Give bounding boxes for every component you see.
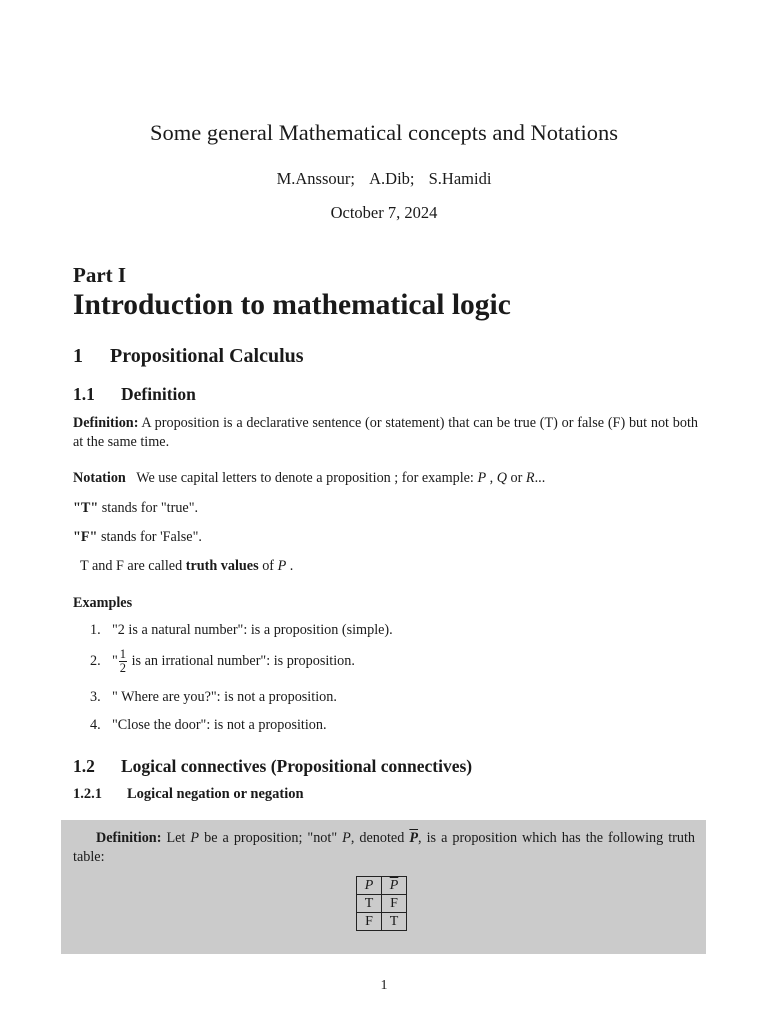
example-text: "Close the door": is not a proposition. [112,717,327,733]
table-cell: T [382,913,407,931]
subsection-heading-1-1 [73,384,196,405]
author-1: M.Anssour; [276,169,355,188]
table-row [357,913,407,931]
table-cell: T [357,895,382,913]
example-number: 2. [90,652,101,669]
document-title: Some general Mathematical concepts and Notations [150,120,618,145]
def-text: , is a proposition which has the following truth table: [73,830,696,865]
truth-end: . [286,558,294,574]
fraction-denominator: 2 [119,661,127,675]
notation-label: Notation [73,470,126,486]
t-text: stands for "true". [101,500,199,516]
example-item [90,648,355,675]
examples-heading: Examples [73,595,133,611]
f-label: "F" [73,529,98,545]
example-text: is an irrational number": is proposition. [131,652,355,669]
authors [0,169,768,189]
definition-text: A proposition is a declarative sentence (or statement) that can be true (T) or false (F) but not both at the same time. [73,415,698,450]
var-p-bar: $\overline{P}$ [409,830,419,846]
subsection-heading-1-2 [73,756,472,777]
ellipsis: ... [534,470,546,486]
part-title: Introduction to mathematical logic [73,289,511,321]
subsection-title: Logical connectives (Propositional connectives) [121,756,473,776]
subsubsection-number: 1.2.1 [73,786,102,802]
var-r: R [525,470,535,486]
example-item [90,622,393,639]
section-number: 1 [73,345,83,367]
document-date: October 7, 2024 [330,203,438,222]
definition-label: Definition: [96,830,162,846]
example-number: 4. [90,717,101,733]
subsection-title: Definition [121,384,196,404]
page-number: 1 [380,978,388,993]
subsubsection-title: Logical negation or negation [127,786,304,802]
t-label: "T" [73,500,99,516]
var-p: P [477,470,487,486]
f-text: stands for 'False". [100,529,202,545]
author-2: A.Dib; [369,169,415,188]
var-q: Q [496,470,507,486]
def-text: , denoted [350,830,405,846]
truth-of: of [262,558,275,574]
table-header-row [357,877,407,895]
part-label: Part I [73,263,127,287]
example-text: "2 is a natural number": is a proposition (simple). [112,622,393,638]
author-3: S.Hamidi [428,169,492,188]
def-text: be a proposition; "not" [204,830,338,846]
subsection-number: 1.1 [73,384,95,404]
header-not-p: $\overline{P}$ [382,877,407,895]
separator: , [486,470,497,486]
subsubsection-heading-1-2-1 [73,786,304,803]
notation-paragraph [73,469,698,488]
var-p: P [342,830,351,846]
truth-values-line [80,557,705,576]
f-definition-line [73,528,698,547]
def-text: Let [166,830,186,846]
table-cell: F [382,895,407,913]
t-definition-line [73,499,698,518]
header-p: P [357,877,382,895]
example-item [90,689,337,706]
example-item [90,717,327,734]
example-number: 1. [90,622,101,638]
var-p: P [277,558,287,574]
definition-label: Definition: [73,415,139,431]
truth-pre: T and F are called [80,558,183,574]
truth-values-term: truth values [185,558,259,574]
definition-paragraph [73,414,698,451]
negation-definition [73,829,695,866]
table-cell: F [357,913,382,931]
example-text: " Where are you?": is not a proposition. [112,689,337,705]
truth-table [356,876,407,931]
example-number: 3. [90,689,101,705]
separator: or [507,470,526,486]
example-quote: " [112,652,118,669]
section-title: Propositional Calculus [110,345,304,367]
section-heading-1 [73,345,304,368]
notation-text: We use capital letters to denote a proposition ; for example: [136,470,474,486]
fraction [119,648,127,675]
var-p: P [190,830,200,846]
fraction-numerator: 1 [119,647,127,661]
table-row [357,895,407,913]
subsection-number: 1.2 [73,756,95,776]
